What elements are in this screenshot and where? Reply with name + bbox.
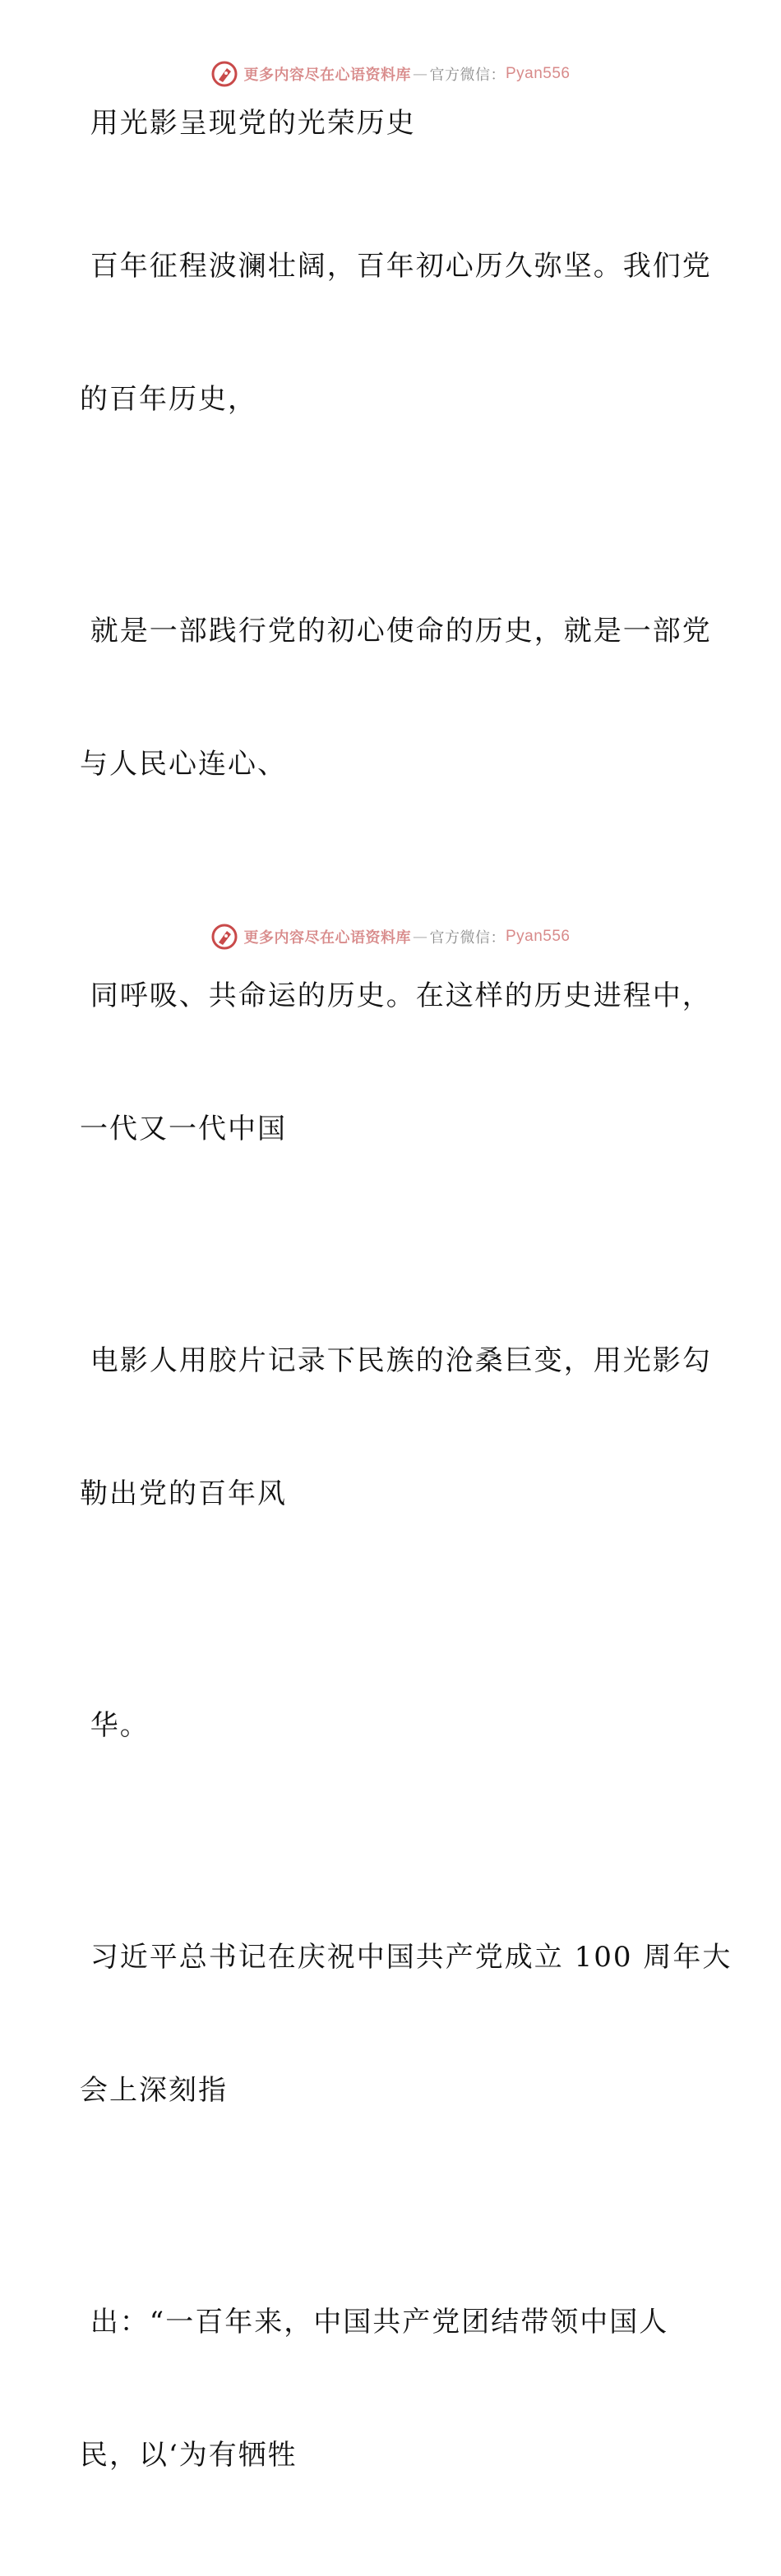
paragraph-line: 与人民心连心、 — [80, 748, 287, 781]
pen-nib-logo-icon — [210, 60, 238, 88]
pen-nib-logo-icon — [210, 923, 238, 951]
paragraph-line: 就是一部践行党的初心使命的历史，就是一部党 — [80, 615, 712, 647]
paragraph-6 — [80, 1846, 732, 2201]
paragraph-line: 出：“一百年来，中国共产党团结带领中国人 — [80, 2306, 669, 2339]
watermark-dash: — — [412, 928, 428, 946]
paragraph-line: 百年征程波澜壮阔，百年初心历久弥坚。我们党 — [80, 250, 712, 283]
watermark-main-text: 更多内容尽在心语资料库 — [243, 67, 411, 84]
paragraph-line: 民，以‘为有牺牲 — [80, 2439, 298, 2472]
paragraph-7 — [80, 2211, 705, 2566]
document-title: 用光影呈现党的光荣历史 — [80, 107, 416, 140]
watermark-text — [243, 63, 570, 85]
paragraph-line: 会上深刻指 — [80, 2074, 228, 2107]
paragraph-4 — [80, 1250, 712, 1605]
paragraph-5 — [80, 1615, 705, 1836]
watermark-wechat-id: Pyan556 — [505, 65, 571, 82]
paragraph-1 — [80, 155, 712, 510]
paragraph-line: 一代又一代中国 — [80, 1113, 287, 1145]
watermark-dash: — — [412, 65, 428, 83]
watermark-text — [243, 926, 570, 947]
watermark-label: 官方微信： — [429, 929, 506, 947]
paragraph-line: 电影人用胶片记录下民族的沧桑巨变，用光影勾 — [80, 1344, 712, 1377]
paragraph-line: 同呼吸、共命运的历史。在这样的历史进程中， — [80, 979, 712, 1012]
watermark-wechat-id: Pyan556 — [505, 928, 571, 945]
document-body — [80, 101, 732, 2576]
paragraph-line: 的百年历史， — [80, 383, 257, 416]
watermark-main-text: 更多内容尽在心语资料库 — [243, 929, 411, 947]
paragraph-line: 习近平总书记在庆祝中国共产党成立 100 周年大 — [80, 1941, 732, 1974]
paragraph-2 — [80, 520, 712, 875]
paragraph-line: 华。 — [80, 1709, 150, 1742]
paragraph-line: 勒出党的百年风 — [80, 1477, 287, 1510]
watermark-label: 官方微信： — [429, 67, 506, 84]
footer-watermark — [0, 922, 781, 952]
header-watermark — [0, 59, 781, 89]
